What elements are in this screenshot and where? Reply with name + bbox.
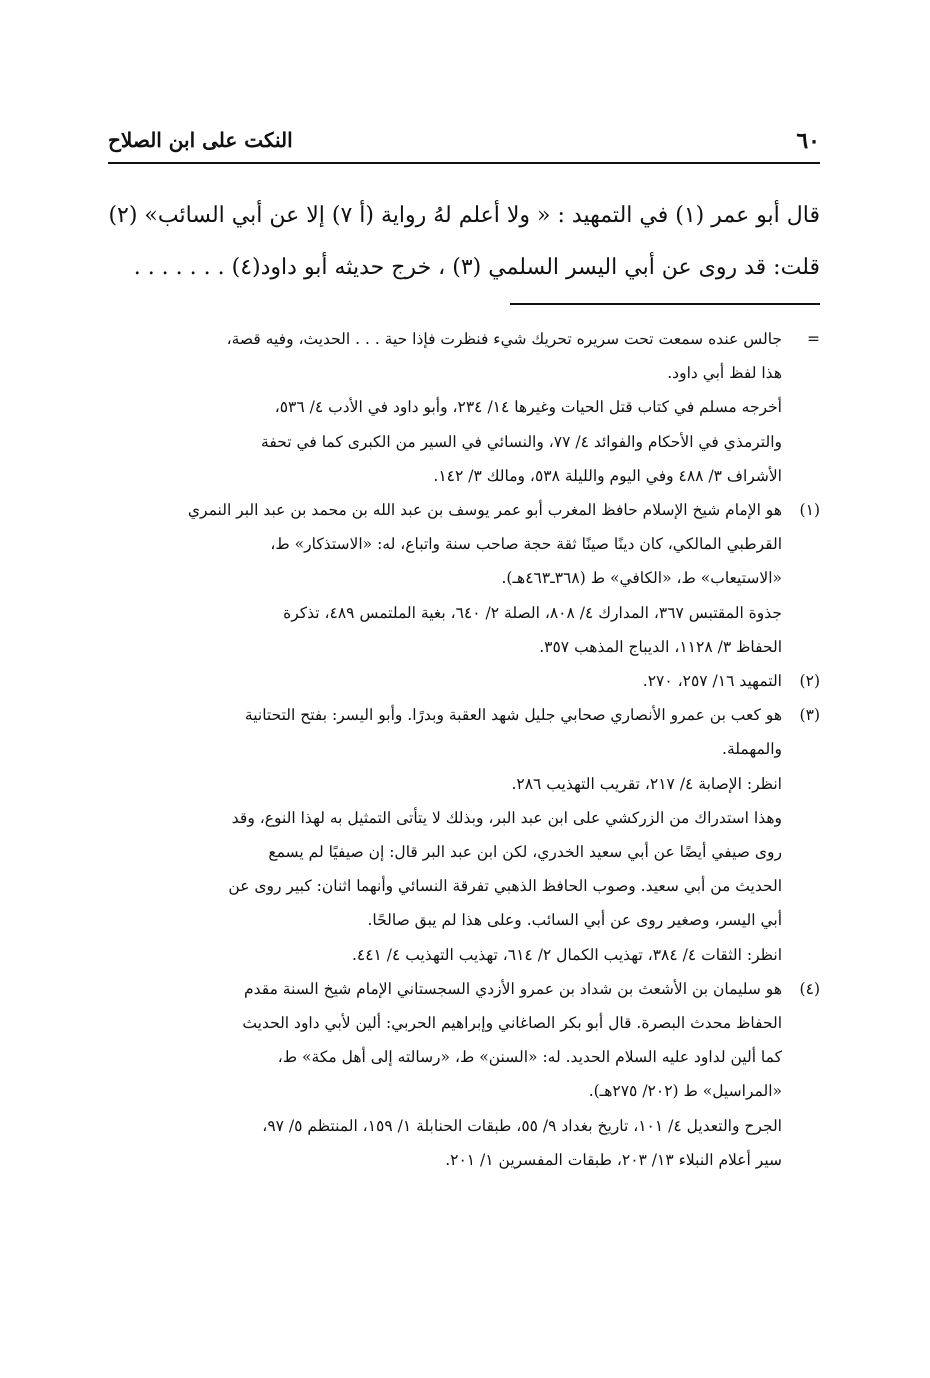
footnote-reference-line: الأشراف ٣/ ٤٨٨ وفي اليوم والليلة ٥٣٨، ومالك ٣/ ١٤٢. — [433, 466, 782, 485]
footnote-marker: = — [807, 330, 820, 348]
footnote-marker: (١) — [799, 501, 820, 520]
footnote-marker: (٤) — [799, 979, 820, 998]
footnote-line: هو كعب بن عمرو الأنصاري صحابي جليل شهد العقبة وبدرًا. وأبو اليسر: بفتح التحتانية — [244, 706, 782, 725]
footnote-reference-line: انظر: الثقات ٤/ ٣٨٤، تهذيب الكمال ٢/ ٦١٤، تهذيب التهذيب ٤/ ٤٤١. — [351, 945, 782, 964]
footnote-line: التمهيد ١٦/ ٢٥٧، ٢٧٠. — [642, 672, 782, 691]
footnote-line: الحفاظ محدث البصرة. قال أبو بكر الصاغاني وإبراهيم الحربي: ألين لأبي داود الحديث — [242, 1014, 782, 1033]
footnotes — [108, 322, 820, 1177]
footnote-line: وهذا استدراك من الزركشي على ابن عبد البر، وبذلك لا يتأتى التمثيل به لهذا النوع، وقد — [231, 808, 782, 827]
main-text-line: قال أبو عمر (١) في التمهيد : « ولا أعلم لهُ رواية (أ ٧) إلا عن أبي السائب» (٢) — [108, 203, 820, 228]
footnote-reference-line: والترمذي في الأحكام والفوائد ٤/ ٧٧، والنسائي في السير من الكبرى كما في تحفة — [261, 432, 782, 451]
footnote-line: هو سليمان بن الأشعث بن شداد بن عمرو الأزدي السجستاني الإمام شيخ السنة مقدم — [244, 979, 782, 998]
footnote-marker: (٣) — [799, 706, 820, 725]
footnote-marker: (٢) — [799, 672, 820, 691]
footnote-reference-line: أخرجه مسلم في كتاب قتل الحيات وغيرها ١٤/ ٢٣٤، وأبو داود في الأدب ٤/ ٥٣٦، — [274, 398, 782, 417]
footnote-reference-line: الحفاظ ٣/ ١١٢٨، الديباج المذهب ٣٥٧. — [539, 637, 782, 656]
page-number: ٦٠ — [796, 128, 820, 154]
footnote-2 — [108, 664, 820, 698]
main-text — [108, 190, 820, 294]
footnote-line: هو الإمام شيخ الإسلام حافظ المغرب أبو عمر يوسف بن عبد الله بن محمد بن عبد البر النمري — [187, 501, 782, 520]
footnote-line: الحديث من أبي سعيد. وصوب الحافظ الذهبي تفرقة النسائي وأنهما اثنان: كبير روى عن — [228, 877, 782, 896]
main-text-line: قلت: قد روى عن أبي اليسر السلمي (٣) ، خرج حديثه أبو داود(٤) . . . . . . . — [133, 255, 820, 280]
footnote-4 — [108, 972, 820, 1177]
footnote-1 — [108, 493, 820, 664]
running-title: النكت على ابن الصلاح — [108, 128, 293, 152]
footnote-reference-line: انظر: الإصابة ٤/ ٢١٧، تقريب التهذيب ٢٨٦. — [511, 774, 782, 793]
footnote-separator — [510, 303, 820, 305]
footnote-line: والمهملة. — [722, 740, 782, 759]
footnote-continuation — [108, 322, 820, 493]
footnote-line: القرطبي المالكي، كان دينًا صينًا ثقة حجة صاحب سنة واتباع، له: «الاستذكار» ط، — [270, 535, 782, 554]
footnote-3 — [108, 698, 820, 972]
footnote-reference-line: الجرح والتعديل ٤/ ١٠١، تاريخ بغداد ٩/ ٥٥، طبقات الحنابلة ١/ ١٥٩، المنتظم ٥/ ٩٧، — [262, 1116, 782, 1135]
footnote-line: أبي اليسر، وصغير روى عن أبي السائب. وعلى هذا لم يبق صالحًا. — [367, 911, 782, 930]
footnote-line: روى صيفي أيضًا عن أبي سعيد الخدري، لكن ابن عبد البر قال: إن صيفيًا لم يسمع — [268, 843, 782, 862]
footnote-reference-line: سير أعلام النبلاء ١٣/ ٢٠٣، طبقات المفسرين ١/ ٢٠١. — [445, 1150, 782, 1169]
footnote-line: «المراسيل» ط (٢٠٢/ ٢٧٥هـ). — [588, 1082, 782, 1101]
footnote-line: هذا لفظ أبي داود. — [667, 364, 782, 383]
footnote-line: كما ألين لداود عليه السلام الحديد. له: «السنن» ط، «رسالته إلى أهل مكة» ط، — [277, 1048, 782, 1067]
footnote-line: «الاستيعاب» ط، «الكافي» ط (٣٦٨ـ٤٦٣هـ). — [501, 569, 782, 588]
page-header — [108, 122, 820, 164]
footnote-reference-line: جذوة المقتبس ٣٦٧، المدارك ٤/ ٨٠٨، الصلة ٢/ ٦٤٠، بغية الملتمس ٤٨٩، تذكرة — [283, 603, 782, 622]
footnote-line: جالس عنده سمعت تحت سريره تحريك شيء فنظرت فإذا حية . . . الحديث، وفيه قصة، — [226, 330, 782, 348]
